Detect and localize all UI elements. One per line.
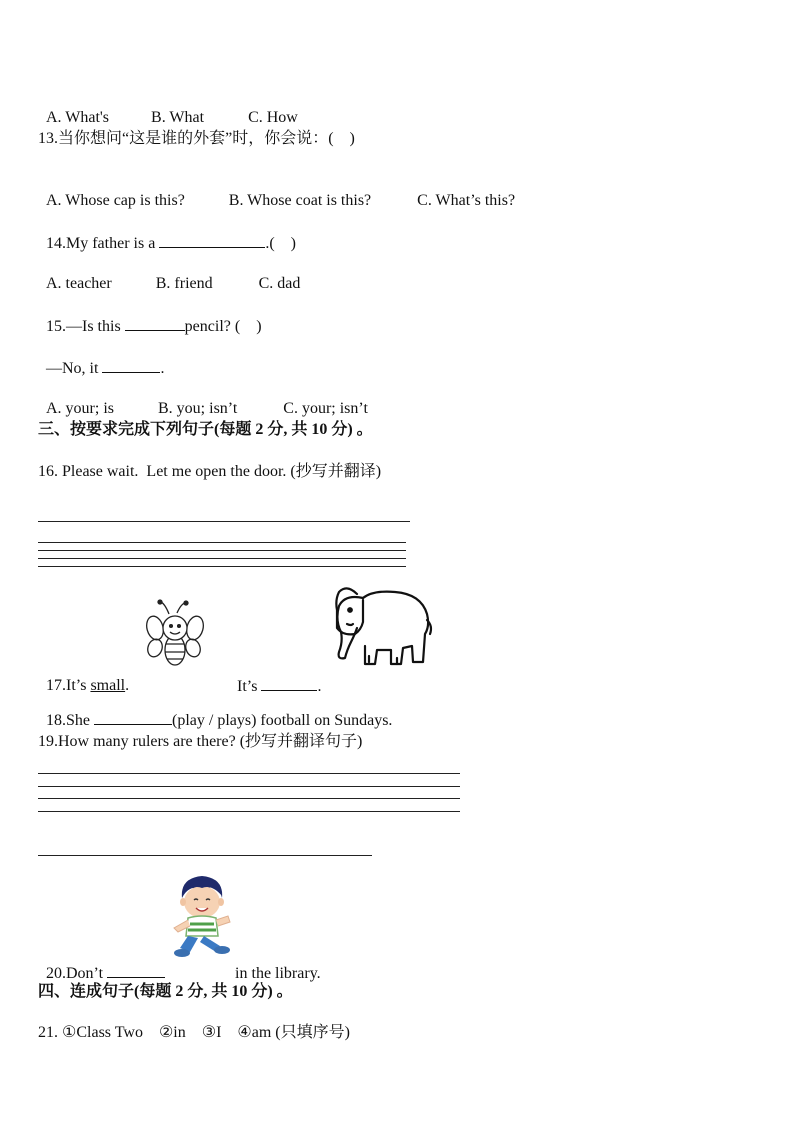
section-4-heading: 四、连成句子(每题 2 分, 共 10 分) 。 xyxy=(38,983,293,1000)
bee-icon xyxy=(145,598,207,670)
q19-answer-line-3[interactable] xyxy=(38,798,460,799)
q13-option-b: B. Whose coat is this? xyxy=(228,192,372,209)
q16-answer-line-4[interactable] xyxy=(38,558,406,559)
q12-options xyxy=(38,88,298,128)
q16-answer-line-5[interactable] xyxy=(38,566,406,567)
q19-answer-line-5[interactable] xyxy=(38,855,372,856)
q14-option-c: C. dad xyxy=(258,275,301,292)
q14-blank[interactable] xyxy=(159,233,265,248)
q15-stem xyxy=(38,296,262,337)
q15-blank-2[interactable] xyxy=(102,358,160,373)
q14-options xyxy=(38,254,300,294)
q18-start: 18.She xyxy=(46,712,94,729)
q20-stem xyxy=(38,943,321,984)
q21-prompt: 21. ①Class Two ②in ③I ④am (只填序号) xyxy=(38,1024,350,1041)
q14-option-b: B. friend xyxy=(155,275,213,292)
q20-start: 20.Don’t xyxy=(46,965,108,982)
q17-period: . xyxy=(125,677,130,694)
q15-option-b: B. you; isn’t xyxy=(158,400,238,417)
q15-stem-end: pencil? ( ) xyxy=(184,318,262,335)
q19-answer-line-4[interactable] xyxy=(38,811,460,812)
q15-line2 xyxy=(38,338,164,379)
q17-it-is-2: It’s xyxy=(237,678,262,695)
q19-answer-line-1[interactable] xyxy=(38,773,460,774)
q13-option-c: C. What’s this? xyxy=(417,192,516,209)
q18-end: (play / plays) football on Sundays. xyxy=(172,712,393,729)
q18-stem xyxy=(38,690,392,731)
q13-option-a: A. Whose cap is this? xyxy=(46,192,185,209)
q17-period-2: . xyxy=(317,678,322,695)
q15-blank-1[interactable] xyxy=(125,316,185,331)
q13-stem: 13.当你想问“这是谁的外套”时，你会说：( ) xyxy=(38,130,355,147)
q15-option-a: A. your; is xyxy=(46,400,114,417)
q14-stem-start: 14.My father is a xyxy=(46,235,160,252)
q15-option-c: C. your; isn’t xyxy=(283,400,368,417)
q15-stem-start: 15.—Is this xyxy=(46,318,125,335)
q17-word-small: small xyxy=(90,677,126,694)
q16-answer-line-3[interactable] xyxy=(38,550,406,551)
q15-line2-end: . xyxy=(160,360,165,377)
q13-options xyxy=(38,171,515,211)
q16-answer-line-2[interactable] xyxy=(38,542,406,543)
q17-blank[interactable] xyxy=(261,676,317,691)
q20-end: in the library. xyxy=(231,965,321,982)
q15-line2-start: —No, it xyxy=(46,360,103,377)
q19-answer-line-2[interactable] xyxy=(38,786,460,787)
q18-blank[interactable] xyxy=(94,710,172,725)
q12-option-c: C. How xyxy=(248,109,298,126)
q17-it-is: 17.It’s xyxy=(46,677,91,694)
q12-option-b: B. What xyxy=(151,109,205,126)
q15-options xyxy=(38,379,368,419)
q16-answer-line-1[interactable] xyxy=(38,521,410,522)
q16-prompt: 16. Please wait. Let me open the door. (抄写并翻译) xyxy=(38,463,382,480)
q14-option-a: A. teacher xyxy=(46,275,112,292)
q14-stem xyxy=(38,213,296,254)
section-3-heading: 三、按要求完成下列句子(每题 2 分, 共 10 分) 。 xyxy=(38,421,373,438)
q12-option-a: A. What's xyxy=(46,109,110,126)
q14-stem-end: .( ) xyxy=(265,235,296,252)
q19-prompt: 19.How many rulers are there? (抄写并翻译句子) xyxy=(38,733,363,750)
elephant-icon xyxy=(333,580,433,672)
q20-blank[interactable] xyxy=(107,963,165,978)
